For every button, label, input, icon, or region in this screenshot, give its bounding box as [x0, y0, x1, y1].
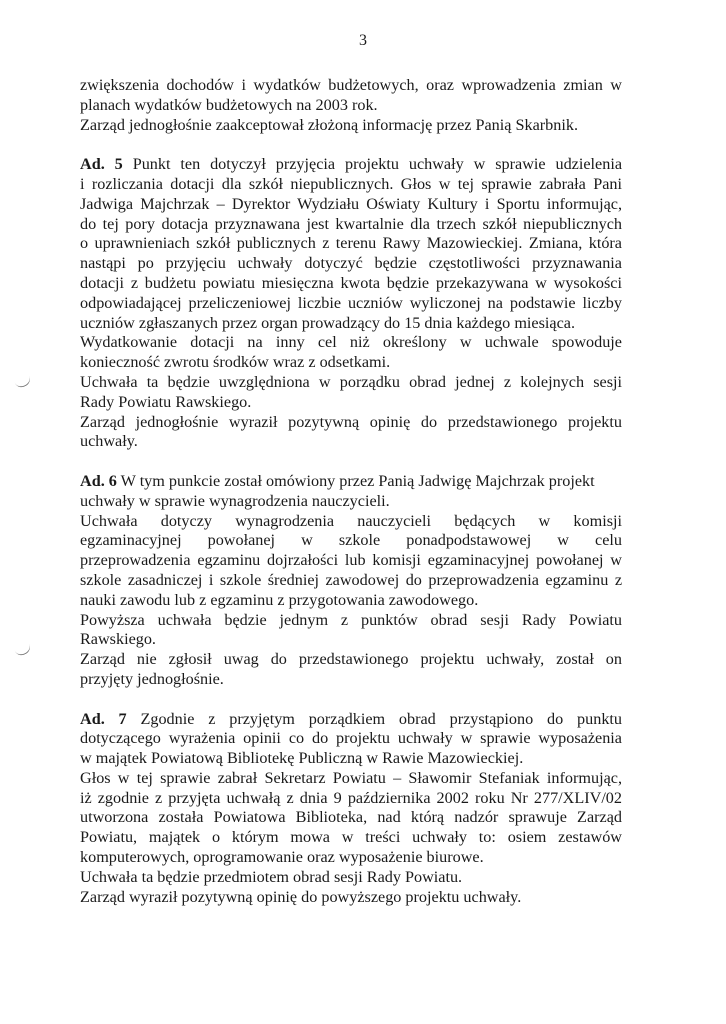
text-line [80, 274, 622, 294]
text-line [80, 749, 622, 769]
text-line [80, 294, 622, 314]
text-line [80, 472, 622, 492]
text-line [80, 848, 622, 868]
line-text: Uchwała ta będzie przedmiotem obrad sesji Rady Powiatu. [80, 867, 463, 886]
text-line [80, 432, 622, 452]
text-line [80, 571, 622, 591]
text-line [80, 868, 622, 888]
margin-mark [12, 369, 33, 389]
text-line [80, 492, 622, 512]
agenda-item [80, 710, 622, 908]
text-line [80, 808, 622, 828]
line-text: Wydatkowanie dotacji na inny cel niż określony w uchwale spowoduje [80, 333, 622, 352]
agenda-item-label: Ad. 5 [80, 155, 123, 174]
line-text: przyjęty jednogłośnie. [80, 669, 224, 688]
line-text: do tej pory dotacja przyznawana jest kwartalnie dla trzech szkół niepublicznych [80, 214, 622, 233]
line-text: Głos w tej sprawie zabrał Sekretarz Powiatu – Sławomir Stefaniak informując, [80, 768, 622, 787]
text-line [80, 650, 622, 670]
line-text: Rady Powiatu Rawskiego. [80, 392, 252, 411]
text-line [80, 512, 622, 532]
line-text: zwiększenia dochodów i wydatków budżetowych, oraz wprowadzenia zmian w [80, 76, 622, 94]
line-text: odpowiadającej przeliczeniowej liczbie uczniów wyliczonej na podstawie liczby [80, 293, 622, 312]
text-line [80, 710, 622, 730]
line-text: dotyczącego wyrażenia opinii co do projektu uchwały w sprawie wyposażenia [80, 729, 622, 748]
text-line [80, 611, 622, 631]
text-line [80, 413, 622, 433]
line-text: nastąpi po przyjęciu uchwały dotyczyć będzie częstotliwości przyznawania [80, 254, 622, 273]
document-body [80, 76, 622, 927]
line-text: Uchwała dotyczy wynagrodzenia nauczycieli będących w komisji [80, 511, 622, 530]
line-text: Zarząd jednogłośnie zaakceptował złożoną informację przez Panią Skarbnik. [80, 115, 578, 134]
text-line [80, 769, 622, 789]
text-line [80, 155, 622, 175]
text-line [80, 353, 622, 373]
line-text: i rozliczania dotacji dla szkół niepublicznych. Głos w tej sprawie zabrała Pani [80, 174, 622, 193]
text-line [80, 96, 622, 116]
line-text: utworzona została Powiatowa Biblioteka, nad którą nadzór sprawuje Zarząd [80, 808, 622, 827]
text-line [80, 591, 622, 611]
text-line [80, 314, 622, 334]
text-line [80, 373, 622, 393]
text-line [80, 630, 622, 650]
line-text: iż zgodnie z przyjęta uchwałą z dnia 9 października 2002 roku Nr 277/XLIV/02 [80, 788, 622, 807]
line-text: Zarząd wyraził pozytywną opinię do powyższego projektu uchwały. [80, 887, 522, 906]
text-line [80, 888, 622, 908]
agenda-item-label: Ad. 6 [80, 471, 117, 490]
line-text: uchwały. [80, 432, 138, 451]
line-text: Uchwała ta będzie uwzględniona w porządku obrad jednej z kolejnych sesji [80, 372, 622, 391]
line-text: Zarząd nie zgłosił uwag do przedstawionego projektu uchwały, został on [80, 650, 622, 669]
text-line [80, 234, 622, 254]
page-number: 3 [359, 32, 367, 49]
text-line [80, 333, 622, 353]
agenda-item-label: Ad. 7 [80, 709, 127, 728]
text-line [80, 393, 622, 413]
line-text: Punkt ten dotyczył przyjęcia projektu uchwały w sprawie udzielenia [132, 155, 622, 174]
line-text: Jadwiga Majchrzak – Dyrektor Wydziału Oświaty Kultury i Sportu informując, [80, 194, 622, 213]
line-text: W tym punkcie został omówiony przez Panią Jadwigę Majchrzak projekt [120, 471, 595, 490]
line-text: przeprowadzenia egzaminu dojrzałości lub komisji egzaminacyjnej powołanej w [80, 551, 622, 570]
line-text: uchwały w sprawie wynagrodzenia nauczycieli. [80, 491, 390, 510]
paragraph-continuation [80, 76, 622, 135]
line-text: szkole zasadniczej i szkole średniej zawodowej do przeprowadzenia egzaminu z [80, 570, 622, 589]
line-text: egzaminacyjnej powołanej w szkole ponadpodstawowej w celu [80, 531, 622, 550]
text-line [80, 76, 622, 96]
line-text: Powiatu, majątek o którym mowa w treści uchwały to: osiem zestawów [80, 828, 622, 847]
text-line [80, 729, 622, 749]
line-text: planach wydatków budżetowych na 2003 rok. [80, 95, 378, 114]
text-line [80, 670, 622, 690]
agenda-item [80, 472, 622, 690]
text-line [80, 828, 622, 848]
text-line [80, 789, 622, 809]
text-line [80, 551, 622, 571]
line-text: Zgodnie z przyjętym porządkiem obrad przystąpiono do punktu [140, 709, 623, 728]
line-text: Powyższa uchwała będzie jednym z punktów obrad sesji Rady Powiatu [80, 610, 622, 629]
line-text: Zarząd jednogłośnie wyraził pozytywną opinię do przedstawionego projektu [80, 412, 622, 431]
line-text: nauki zawodu lub z egzaminu z przygotowania zawodowego. [80, 590, 479, 609]
line-text: Rawskiego. [80, 630, 156, 649]
line-text: konieczność zwrotu środków wraz z odsetkami. [80, 353, 391, 372]
line-text: dotacji z budżetu powiatu miesięczna kwota będzie przekazywana w wysokości [80, 273, 622, 292]
line-text: komputerowych, oprogramowanie oraz wyposażenie biurowe. [80, 848, 484, 867]
margin-mark [12, 637, 33, 657]
line-text: o uprawnieniach szkół publicznych z terenu Rawy Mazowieckiej. Zmiana, która [80, 234, 622, 253]
text-line [80, 175, 622, 195]
text-line [80, 195, 622, 215]
text-line [80, 254, 622, 274]
text-line [80, 116, 622, 136]
text-line [80, 531, 622, 551]
text-line [80, 215, 622, 235]
line-text: uczniów zgłaszanych przez organ prowadzący do 15 dnia każdego miesiąca. [80, 313, 575, 332]
agenda-item [80, 155, 622, 452]
line-text: w majątek Powiatową Bibliotekę Publiczną w Rawie Mazowieckiej. [80, 749, 524, 768]
